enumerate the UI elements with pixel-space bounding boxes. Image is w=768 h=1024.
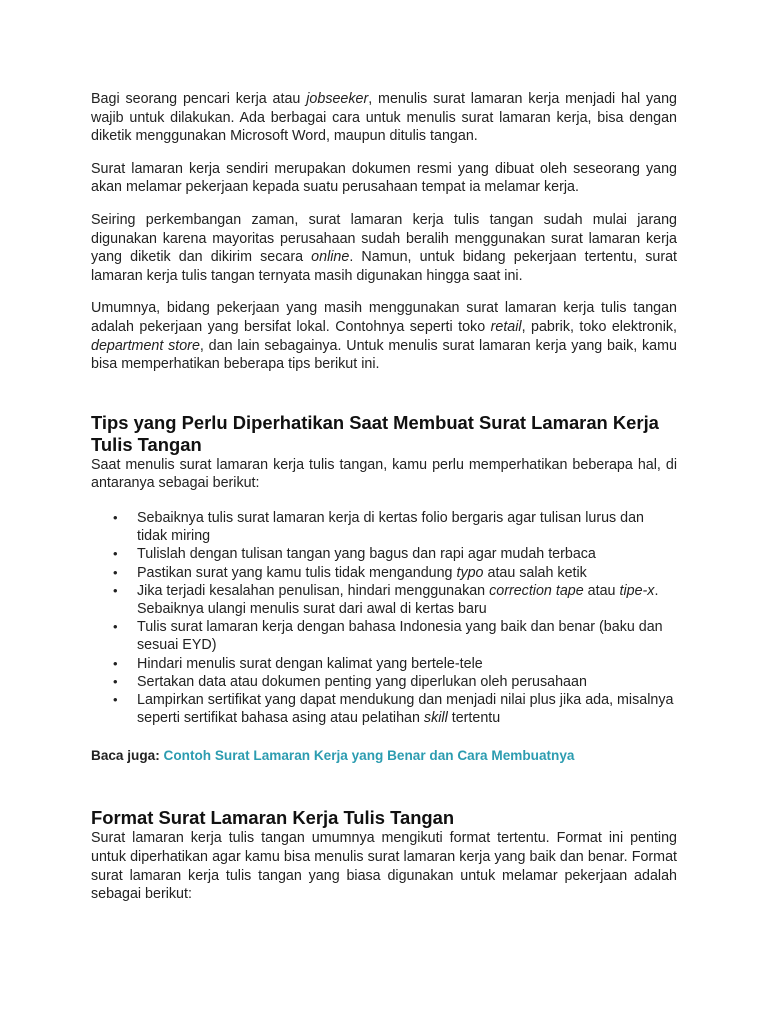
list-item: • Pastikan surat yang kamu tulis tidak mengandung typo atau salah ketik xyxy=(137,564,677,582)
list-item: • Tulis surat lamaran kerja dengan bahasa Indonesia yang baik dan benar (baku dan sesuai EYD) xyxy=(137,618,677,654)
list-item: • Lampirkan sertifikat yang dapat mendukung dan menjadi nilai plus jika ada, misalnya seperti sertifikat bahasa asing atau pelatihan skill tertentu xyxy=(137,691,677,727)
list-item: • Tulislah dengan tulisan tangan yang bagus dan rapi agar mudah terbaca xyxy=(137,545,677,563)
format-heading: Format Surat Lamaran Kerja Tulis Tangan xyxy=(91,807,455,829)
list-item: • Hindari menulis surat dengan kalimat yang bertele-tele xyxy=(137,655,677,673)
tips-heading: Tips yang Perlu Diperhatikan Saat Membuat Surat Lamaran Kerja Tulis Tangan xyxy=(91,411,659,455)
tips-list xyxy=(91,509,677,727)
baca-juga-link[interactable]: Contoh Surat Lamaran Kerja yang Benar dan Cara Membuatnya xyxy=(163,748,575,764)
intro-section xyxy=(91,90,677,374)
baca-juga-label: Baca juga: xyxy=(91,748,160,764)
list-item: • Jika terjadi kesalahan penulisan, hindari menggunakan correction tape atau tipe-x. Sebaiknya ulangi menulis surat dari awal di kertas baru xyxy=(137,582,677,618)
intro-paragraph-3: Seiring perkembangan zaman, surat lamaran kerja tulis tangan sudah mulai jarang digunakan karena mayoritas perusahaan sudah beralih menggunakan surat lamaran kerja yang diketik dan dikirim secara online. Namun, untuk bidang pekerjaan tertentu, surat lamaran kerja tulis tangan ternyata masih digunakan hingga saat ini. xyxy=(91,211,677,284)
list-item: • Sebaiknya tulis surat lamaran kerja di kertas folio bergaris agar tulisan lurus dan tidak miring xyxy=(137,509,677,545)
format-intro-paragraph: Surat lamaran kerja tulis tangan umumnya mengikuti format tertentu. Format ini penting untuk diperhatikan agar kamu bisa menulis surat lamaran kerja yang baik dan benar. Format surat lamaran kerja tulis tangan yang biasa digunakan untuk melamar pekerjaan adalah sebagai berikut: xyxy=(91,830,677,903)
baca-juga xyxy=(91,747,677,765)
intro-paragraph-2: Surat lamaran kerja sendiri merupakan dokumen resmi yang dibuat oleh seseorang yang akan melamar pekerjaan kepada suatu perusahaan tempat ia melamar kerja. xyxy=(91,160,677,196)
tips-intro-paragraph: Saat menulis surat lamaran kerja tulis tangan, kamu perlu memperhatikan beberapa hal, di antaranya sebagai berikut: xyxy=(91,456,677,492)
list-item: • Sertakan data atau dokumen penting yang diperlukan oleh perusahaan xyxy=(137,673,677,691)
intro-paragraph-4: Umumnya, bidang pekerjaan yang masih menggunakan surat lamaran kerja tulis tangan adalah pekerjaan yang bersifat lokal. Contohnya seperti toko retail, pabrik, toko elektronik, department store, dan lain sebagainya. Untuk menulis surat lamaran kerja yang baik, kamu bisa memperhatikan beberapa tips berikut ini. xyxy=(91,300,677,373)
document-page xyxy=(91,90,677,918)
intro-paragraph-1: Bagi seorang pencari kerja atau jobseeker, menulis surat lamaran kerja menjadi hal yang wajib untuk dilakukan. Ada berbagai cara untuk menulis surat lamaran kerja, bisa dengan diketik menggunakan Microsoft Word, maupun ditulis tangan. xyxy=(91,91,677,145)
